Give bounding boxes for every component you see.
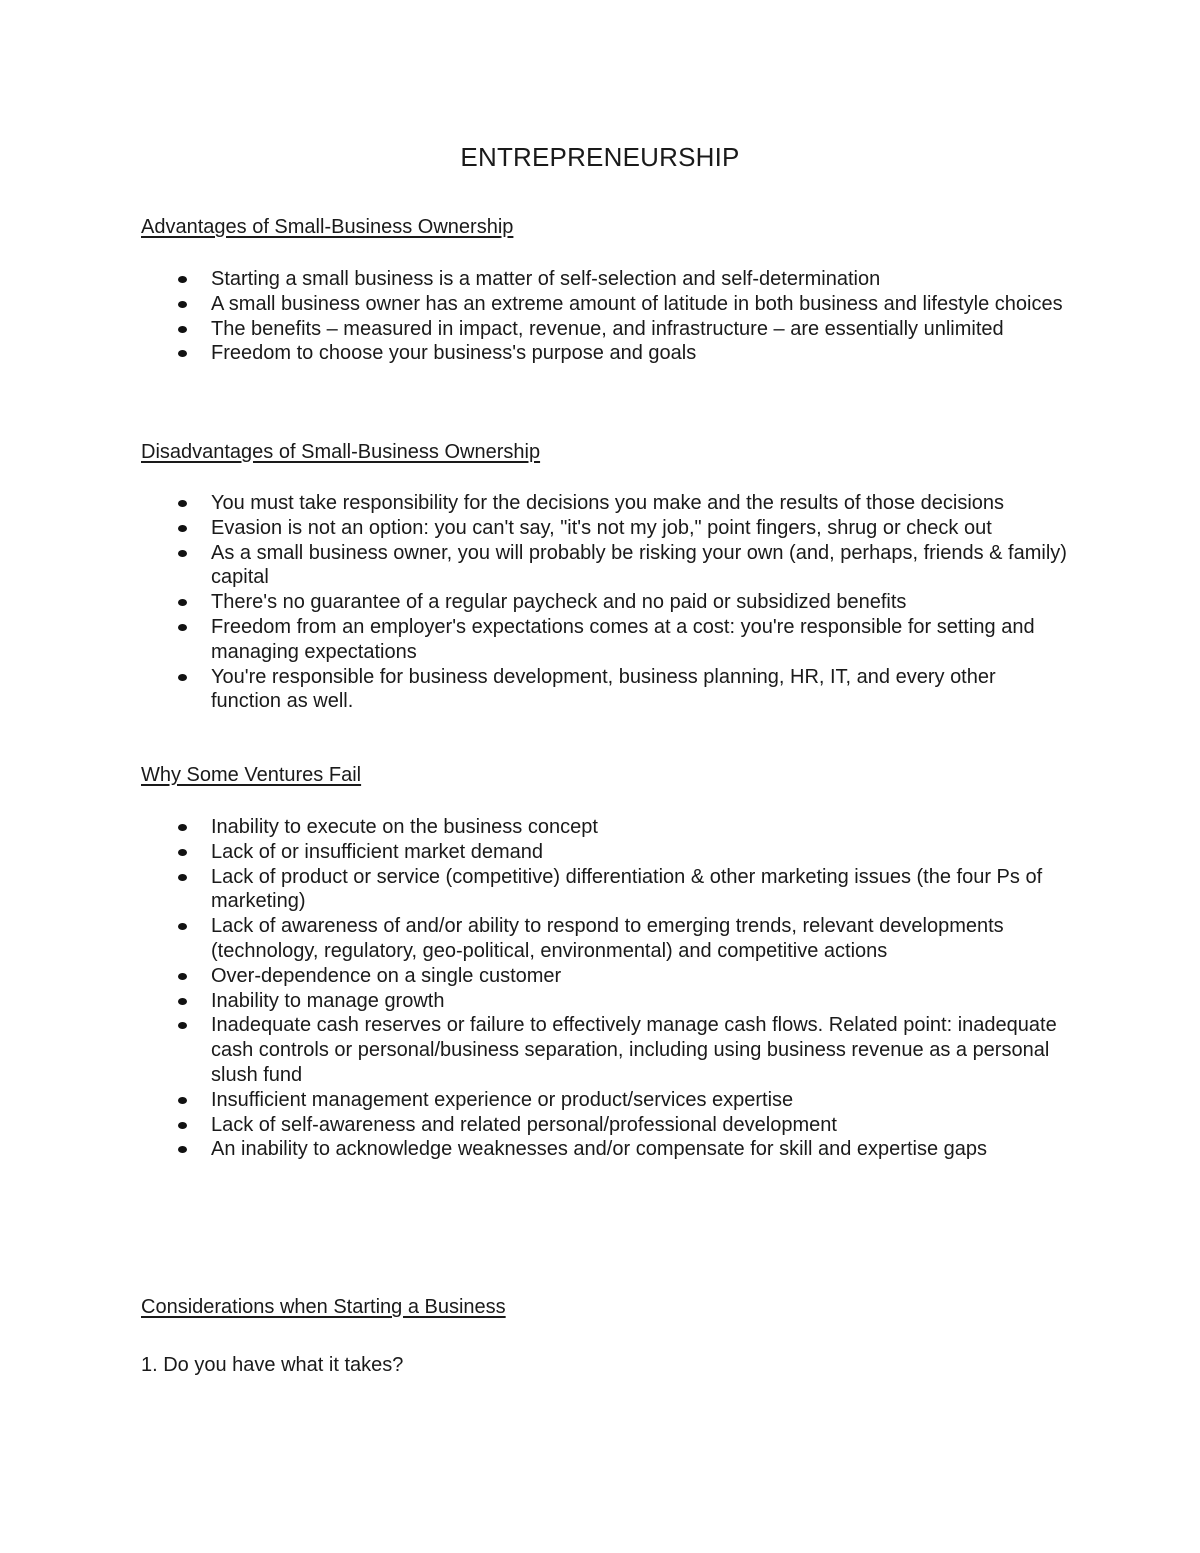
numbered-item: 1. Do you have what it takes? bbox=[141, 1354, 404, 1376]
list-item: Freedom to choose your business's purpose and goals bbox=[0, 341, 1200, 366]
document-title: ENTREPRENEURSHIP bbox=[460, 142, 740, 172]
list-item: Starting a small business is a matter of self-selection and self-determination bbox=[0, 267, 1200, 292]
list-item: You must take responsibility for the decisions you make and the results of those decisions bbox=[0, 491, 1200, 516]
list-item: The benefits – measured in impact, revenue, and infrastructure – are essentially unlimited bbox=[0, 317, 1200, 342]
list-item: Inability to manage growth bbox=[0, 989, 1200, 1014]
list-item: There's no guarantee of a regular paycheck and no paid or subsidized benefits bbox=[0, 590, 1200, 615]
list-item: A small business owner has an extreme amount of latitude in both business and lifestyle choices bbox=[0, 292, 1200, 317]
list-item: Freedom from an employer's expectations comes at a cost: you're responsible for setting and managing expectations bbox=[0, 615, 1200, 665]
list-item: Inadequate cash reserves or failure to effectively manage cash flows. Related point: inadequate cash controls or personal/business separation, including using business revenue as a personal slush fund bbox=[0, 1013, 1200, 1087]
advantages-list bbox=[0, 267, 1200, 366]
list-item: Insufficient management experience or product/services expertise bbox=[0, 1088, 1200, 1113]
section-heading-advantages: Advantages of Small-Business Ownership bbox=[141, 216, 514, 238]
ventures-fail-list bbox=[0, 815, 1200, 1162]
list-item: An inability to acknowledge weaknesses and/or compensate for skill and expertise gaps bbox=[0, 1137, 1200, 1162]
list-item: Lack of or insufficient market demand bbox=[0, 840, 1200, 865]
section-heading-disadvantages: Disadvantages of Small-Business Ownership bbox=[141, 441, 541, 463]
list-item: Lack of awareness of and/or ability to respond to emerging trends, relevant developments (technology, regulatory, geo-political, environmental) and competitive actions bbox=[0, 914, 1200, 964]
list-item: You're responsible for business development, business planning, HR, IT, and every other function as well. bbox=[0, 665, 1200, 715]
list-item: Inability to execute on the business concept bbox=[0, 815, 1200, 840]
disadvantages-list bbox=[0, 491, 1200, 714]
section-heading-considerations: Considerations when Starting a Business bbox=[141, 1296, 506, 1318]
list-item: Over-dependence on a single customer bbox=[0, 964, 1200, 989]
list-item: Evasion is not an option: you can't say, "it's not my job," point fingers, shrug or check out bbox=[0, 516, 1200, 541]
list-item: Lack of self-awareness and related personal/professional development bbox=[0, 1113, 1200, 1138]
list-item: As a small business owner, you will probably be risking your own (and, perhaps, friends & family) capital bbox=[0, 541, 1200, 591]
list-item: Lack of product or service (competitive) differentiation & other marketing issues (the four Ps of marketing) bbox=[0, 865, 1200, 915]
section-heading-ventures-fail: Why Some Ventures Fail bbox=[141, 764, 362, 786]
